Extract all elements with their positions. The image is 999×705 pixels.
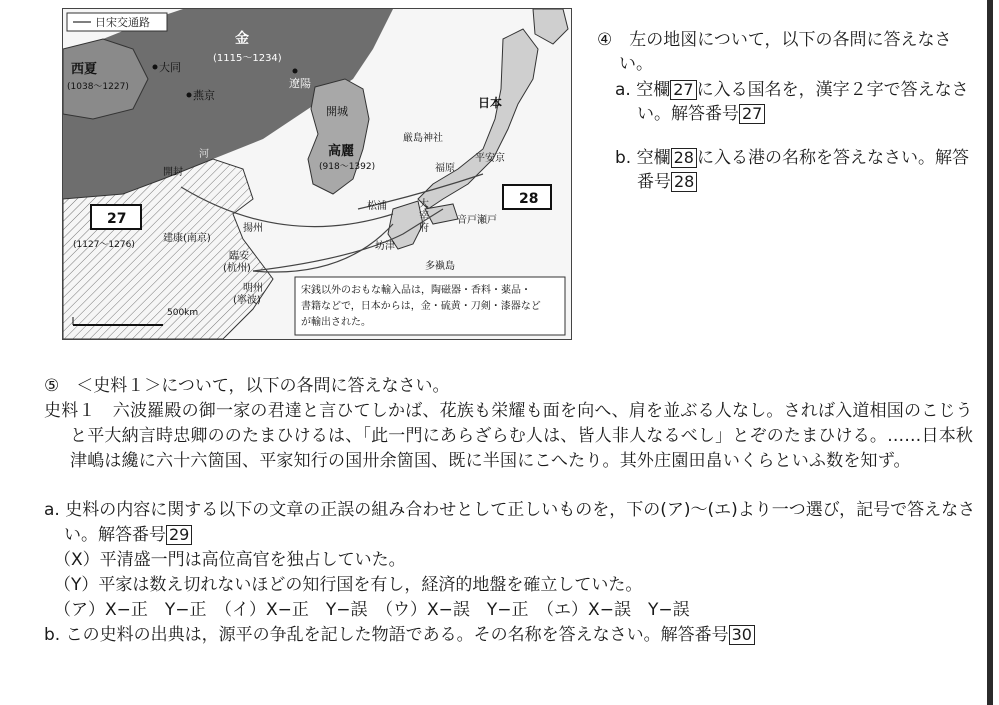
blank-27-ref: 27	[670, 80, 696, 100]
label-box27-years: (1127〜1276)	[73, 240, 135, 250]
label-datong: 大同	[159, 61, 181, 74]
statement-y: （Y）平家は数え切れないほどの知行国を有し，経済的地盤を確立していた。	[54, 575, 643, 595]
label-dazaifu-3: 府	[419, 223, 429, 234]
label-dazaifu-2: 宰	[419, 211, 429, 222]
question-5-heading: ⑤ ＜史料１＞について，以下の各問に答えなさい。	[44, 376, 450, 396]
label-goryeo: 高麗	[328, 144, 355, 159]
label-matsura: 松浦	[367, 201, 387, 212]
label-mingzhou: 明州	[243, 283, 263, 294]
question-5a: a. 史料の内容に関する以下の文章の正誤の組み合わせとして正しいものを，下の(ア)〜(エ)より一つ選び，記号で答えなさい。解答番号 29	[44, 500, 976, 545]
label-bonotsu: 坊津	[375, 241, 395, 252]
label-ondo: 音戸瀬戸	[457, 215, 497, 226]
label-he: 河	[199, 149, 209, 160]
answer-number-28: 28	[671, 172, 697, 192]
scale-label: 500km	[167, 308, 199, 318]
map-note-line: が輸出された。	[301, 317, 371, 328]
label-yangzhou: 揚州	[243, 223, 263, 234]
question-5b: b. この史料の出典は，源平の争乱を記した物語である。その名称を答えなさい。解答番号 30	[44, 623, 979, 648]
label-goryeo-years: (918〜1392)	[319, 162, 376, 172]
label-liaoyang: 遼陽	[289, 77, 311, 90]
label-kaijo: 開城	[326, 105, 348, 118]
blank-box-28-number: 28	[519, 191, 539, 207]
answer-number-27: 27	[739, 104, 765, 124]
label-xixia-years: (1038〜1227)	[67, 82, 129, 92]
page-edge-rule	[987, 0, 993, 705]
map-note-line: 宋銭以外のおもな輸入品は，陶磁器・香料・薬品・	[301, 285, 531, 296]
answer-number-30: 30	[729, 625, 755, 645]
label-ningbo: (寧波)	[233, 295, 261, 306]
label-hangzhou: (杭州)	[223, 263, 251, 274]
question-4b: b. 空欄 28 に入る港の名称を答えなさい。解答番号 28	[615, 148, 969, 192]
question-4	[597, 28, 977, 194]
historical-source-1: 史料１ 六波羅殿の御一家の君達と言ひてしかば、花族も栄耀も面を向へ、肩を並ぶる人なし。されば入道相国のこじうと平大納言時忠卿ののたまひけるは、「此一門にあらざらむ人は、皆人非人なるべし」とぞのたまひける。……日本秋津嶋は纔に六十六箇国、平家知行の国卅余箇国、既に半国にこへたり。其外庄園田畠いくらといふ数を知ず。	[44, 401, 974, 471]
legend-label: 日宋交通路	[95, 16, 150, 29]
question-5	[44, 374, 979, 648]
question-4-heading: ④ 左の地図について，以下の各問に答えなさい。	[597, 30, 952, 74]
label-kaifeng: 開封	[163, 167, 183, 178]
label-tanegashima: 多褹島	[425, 261, 455, 272]
answer-options: （ア）X−正 Y−正 （イ）X−正 Y−誤 （ウ）X−誤 Y−正 （エ）X−誤 Y−誤	[54, 600, 690, 620]
label-yanjing: 燕京	[193, 89, 215, 102]
label-linan: 臨安	[229, 251, 249, 262]
map-note-line: 書籍などで，日本からは，金・硫黄・刀剣・漆器など	[301, 301, 541, 312]
answer-number-29: 29	[166, 525, 192, 545]
trade-route-map	[62, 8, 572, 340]
blank-box-27-number: 27	[107, 211, 127, 227]
label-dazaifu-1: 大	[419, 199, 429, 210]
statement-x: （X）平清盛一門は高位高官を独占していた。	[54, 550, 406, 570]
label-heiankyo: 平安京	[475, 153, 505, 164]
label-itsukushima: 厳島神社	[403, 133, 443, 144]
label-xixia: 西夏	[71, 62, 98, 77]
label-japan: 日本	[478, 96, 503, 110]
label-jiankang: 建康(南京)	[163, 233, 211, 244]
label-jin: 金	[235, 31, 249, 47]
blank-28-ref: 28	[671, 148, 697, 168]
question-4a: a. 空欄 27 に入る国名を，漢字２字で答えなさい。解答番号 27	[615, 80, 969, 124]
label-fukuhara: 福原	[435, 163, 455, 174]
label-jin-years: (1115〜1234)	[213, 53, 282, 64]
